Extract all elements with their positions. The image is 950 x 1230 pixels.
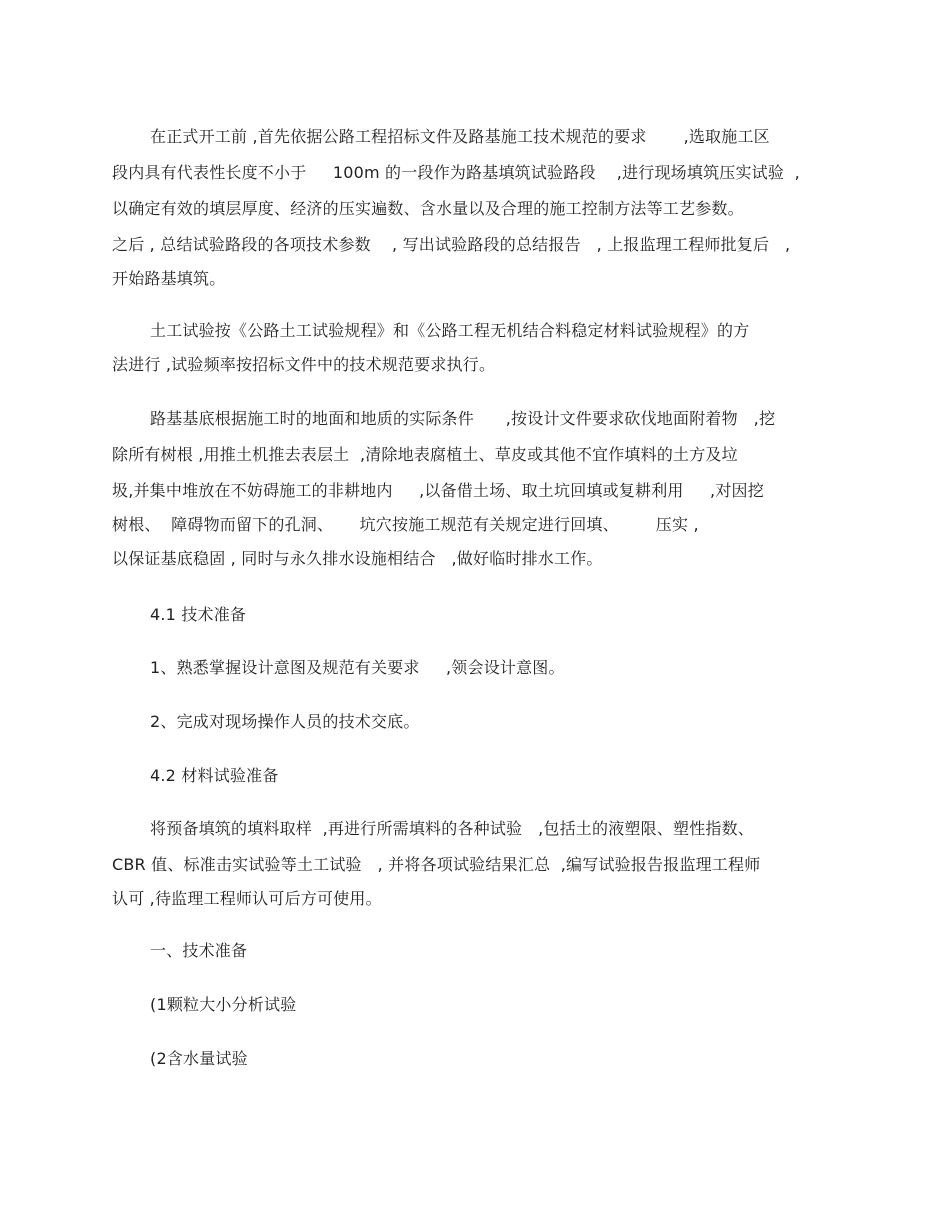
paragraph-1-line-3: 以确定有效的填层厚度、经济的压实遍数、含水量以及合理的施工控制方法等工艺参数。 (112, 199, 744, 218)
paragraph-2-line-1: 土工试验按《公路土工试验规程》和《公路工程无机结合料稳定材料试验规程》的方 (150, 321, 750, 340)
paragraph-4-line-2: CBR 值、标准击实试验等土工试验 , 并将各项试验结果汇总 ,编写试验报告报监理工程师 (112, 855, 761, 874)
paragraph-4-line-3: 认可 ,待监理工程师认可后方可使用。 (112, 889, 382, 908)
paragraph-3-line-3: 圾,并集中堆放在不妨碍施工的非耕地内 ,以备借土场、取土坑回填或复耕利用 ,对因挖 (112, 481, 764, 500)
test-item-2: (2含水量试验 (150, 1049, 248, 1068)
paragraph-2-line-2: 法进行 ,试验频率按招标文件中的技术规范要求执行。 (112, 355, 496, 374)
paragraph-3-line-4: 树根、 障碍物而留下的孔洞、 坑穴按施工规范有关规定进行回填、 压实 , (112, 515, 699, 534)
paragraph-1-line-1: 在正式开工前 ,首先依据公路工程招标文件及路基施工技术规范的要求 ,选取施工区 (150, 127, 770, 146)
section-heading-4-2: 4.2 材料试验准备 (150, 766, 279, 785)
list-item-1: 1、熟悉掌握设计意图及规范有关要求 ,领会设计意图。 (150, 658, 565, 677)
paragraph-1-line-2: 段内具有代表性长度不小于 100m 的一段作为路基填筑试验路段 ,进行现场填筑压实试验 , (112, 163, 800, 182)
paragraph-1-line-5: 开始路基填筑。 (112, 269, 226, 288)
section-heading-yi: 一、技术准备 (150, 941, 248, 960)
paragraph-4-line-1: 将预备填筑的填料取样 ,再进行所需填料的各种试验 ,包括土的液塑限、塑性指数、 (150, 819, 755, 838)
test-item-1: (1颗粒大小分析试验 (150, 995, 297, 1014)
paragraph-3-line-1: 路基基底根据施工时的地面和地质的实际条件 ,按设计文件要求砍伐地面附着物 ,挖 (150, 409, 776, 428)
paragraph-3-line-2: 除所有树根 ,用推土机推去表层土 ,清除地表腐植土、草皮或其他不宜作填料的土方及垃 (112, 445, 738, 464)
paragraph-3-line-5: 以保证基底稳固 , 同时与永久排水设施相结合 ,做好临时排水工作。 (112, 549, 603, 568)
section-heading-4-1: 4.1 技术准备 (150, 605, 247, 624)
list-item-2: 2、完成对现场操作人员的技术交底。 (150, 712, 420, 731)
paragraph-1-line-4: 之后 , 总结试验路段的各项技术参数 , 写出试验路段的总结报告 , 上报监理工程师批复后 , (112, 235, 791, 254)
